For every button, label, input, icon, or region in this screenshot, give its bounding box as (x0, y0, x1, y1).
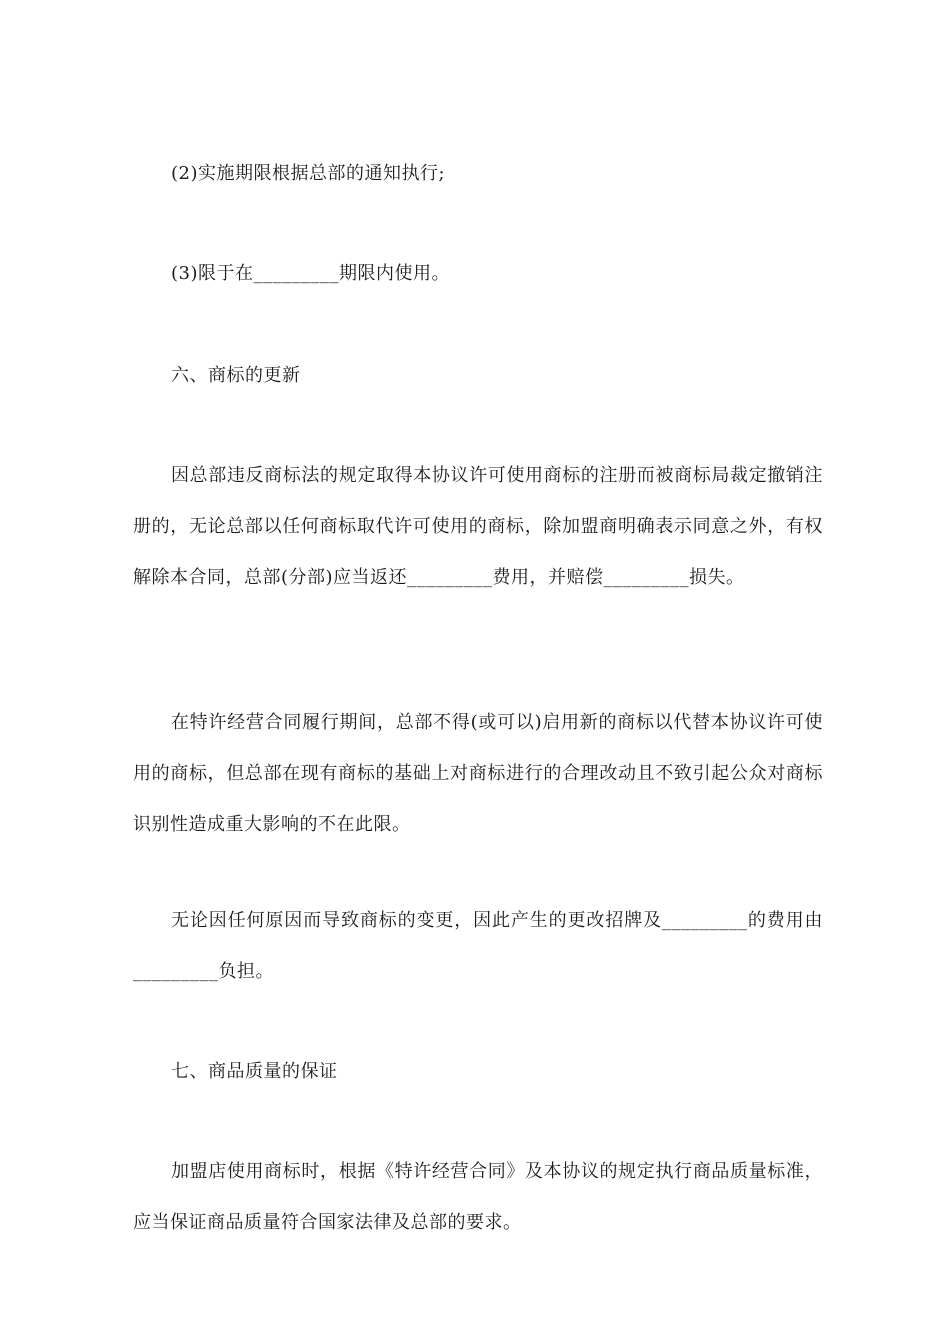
section-heading-trademark-renewal: 六、商标的更新 (171, 365, 301, 386)
paragraph-trademark-revocation: 因总部违反商标法的规定取得本协议许可使用商标的注册而被商标局裁定撤销注册的，无论总部以任何商标取代许可使用的商标，除加盟商明确表示同意之外，有权解除本合同，总部(分部)应当返还_________费用，并赔偿_________损失。 (133, 465, 823, 588)
paragraph-new-trademark: 在特许经营合同履行期间，总部不得(或可以)启用新的商标以代替本协议许可使用的商标，但总部在现有商标的基础上对商标进行的合理改动且不致引起公众对商标识别性造成重大影响的不在此限。 (133, 712, 823, 835)
paragraph-trademark-change-cost: 无论因任何原因而导致商标的变更，因此产生的更改招牌及_________的费用由_________负担。 (133, 910, 823, 982)
clause-2-implementation-period: (2)实施期限根据总部的通知执行; (171, 163, 446, 184)
clause-3-usage-period: (3)限于在_________期限内使用。 (171, 263, 450, 284)
paragraph-quality-standard: 加盟店使用商标时，根据《特许经营合同》及本协议的规定执行商品质量标准，应当保证商品质量符合国家法律及总部的要求。 (133, 1161, 823, 1233)
section-heading-quality-guarantee: 七、商品质量的保证 (171, 1061, 338, 1082)
